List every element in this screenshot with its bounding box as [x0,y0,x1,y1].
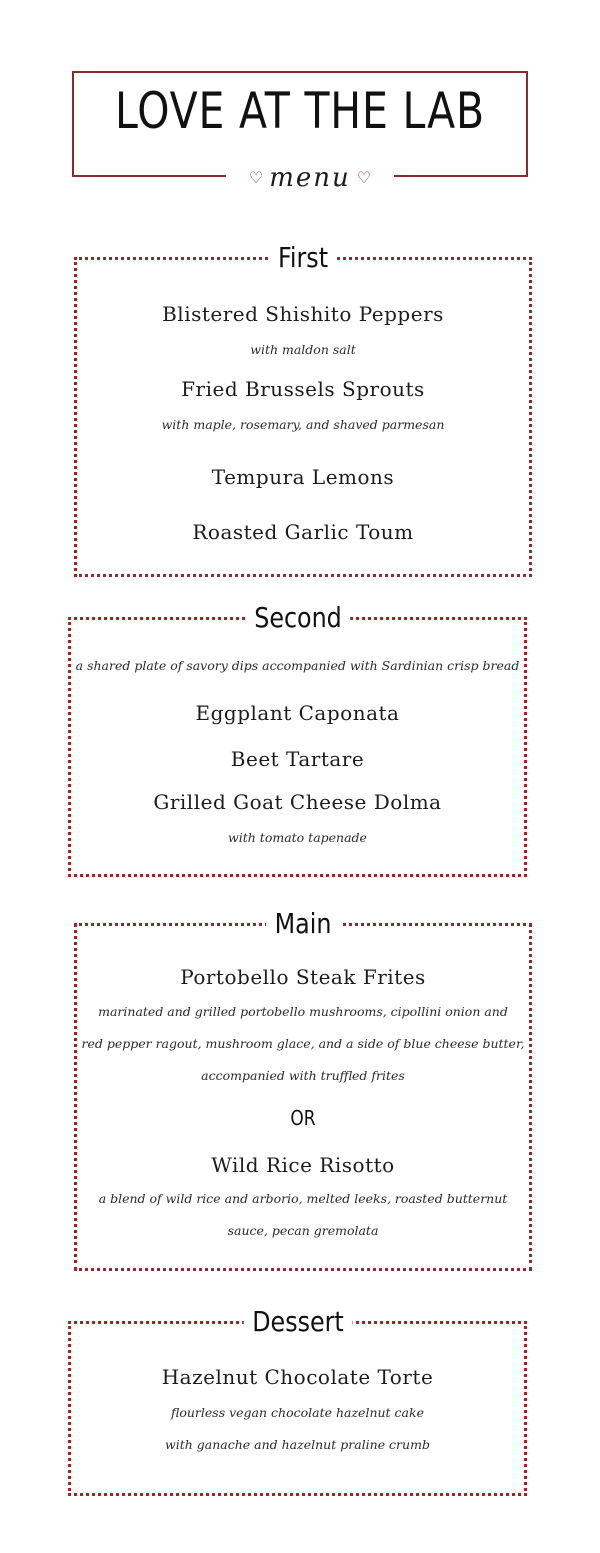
menu-item-name: Blistered Shishito Peppers [162,302,444,326]
heart-icon: ♡ [248,168,264,187]
section-main [74,907,532,1271]
or-divider: OR [290,1106,316,1130]
section-second [68,601,527,877]
section-intro: a shared plate of savory dips accompanied with Sardinian crisp bread [75,658,520,673]
menu-item-name: Beet Tartare [230,747,365,771]
menu-item-name: Roasted Garlic Toum [192,520,414,544]
section-title: First [269,240,336,276]
menu-item-description: sauce, pecan gremolata [227,1223,379,1238]
menu-item-description: with tomato tapenade [228,830,367,845]
section-title: Second [245,600,350,636]
section-title: Main [266,906,340,942]
menu-item-name: Portobello Steak Frites [180,965,426,989]
menu-item-name: Wild Rice Risotto [211,1153,395,1177]
menu-item-name: Tempura Lemons [211,465,395,489]
menu-item-description: with maple, rosemary, and shaved parmesan [161,417,445,432]
menu-item-description: red pepper ragout, mushroom glace, and a side of blue cheese butter, [81,1036,525,1051]
menu-item-name: Grilled Goat Cheese Dolma [153,790,442,814]
menu-item-name: Hazelnut Chocolate Torte [161,1365,434,1389]
menu-item-description: marinated and grilled portobello mushrooms, cipollini onion and [98,1004,508,1019]
menu-item-description: accompanied with truffled frites [201,1068,405,1083]
menu-title: LOVE AT THE LAB [115,82,485,140]
menu-subtitle-group [226,160,394,196]
section-dessert [68,1305,527,1496]
menu-subtitle: menu [269,163,351,193]
menu-item-description: with maldon salt [250,342,356,357]
menu-item-description: flourless vegan chocolate hazelnut cake [171,1405,424,1420]
section-first [74,241,532,577]
section-title: Dessert [243,1304,352,1340]
menu-item-description: a blend of wild rice and arborio, melted leeks, roasted butternut [98,1191,508,1206]
menu-item-description: with ganache and hazelnut praline crumb [165,1437,430,1452]
heart-icon: ♡ [356,168,372,187]
menu-item-name: Eggplant Caponata [195,701,400,725]
menu-item-name: Fried Brussels Sprouts [181,377,425,401]
